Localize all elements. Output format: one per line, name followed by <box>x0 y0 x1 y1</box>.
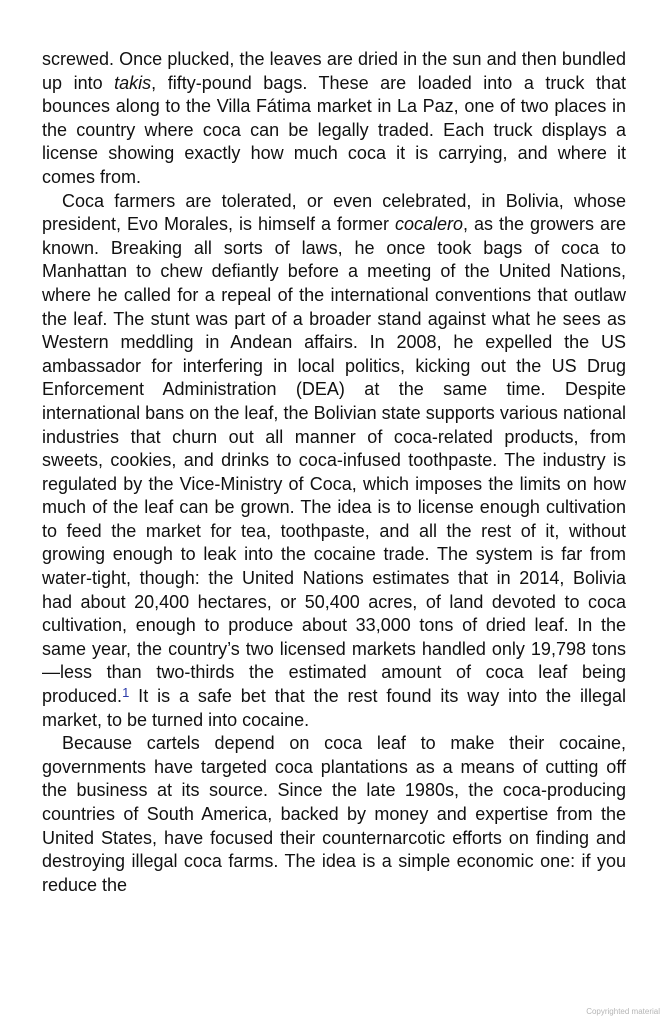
paragraph-2-text-b: , as the growers are known. Breaking all sorts of laws, he once took bags of coca to Manhattan to chew defiantly before a meeting of the United Nations, where he called for a repeal of the international conventions that outlaw the leaf. The stunt was part of a broader stand against what he sees as Western meddling in Andean affairs. In 2008, he expelled the US ambassador for interfering in local politics, kicking out the US Drug Enforcement Administration (DEA) at the same time. Despite international bans on the leaf, the Bolivian state supports various national industries that churn out all manner of coca-related products, from sweets, cookies, and drinks to coca-infused toothpaste. The industry is regulated by the Vice-Ministry of Coca, which imposes the limits on how much of the leaf can be grown. The idea is to license enough cultivation to feed the market for tea, toothpaste, and all the rest of it, without growing enough to leak into the cocaine trade. The system is far from water-tight, though: the United Nations estimates that in 2014, Bolivia had about 20,400 hectares, or 50,400 acres, of land devoted to coca cultivation, enough to produce about 33,000 tons of dried leaf. In the same year, the country’s two licensed markets handled only 19,798 tons—less than two-thirds the estimated amount of coca leaf being produced. <box>42 214 626 707</box>
book-page-text <box>42 48 626 897</box>
paragraph-3-text-a: Because cartels depend on coca leaf to make their cocaine, governments have targeted coca plantations as a means of cutting off the business at its source. Since the late 1980s, the coca-producing countries of South America, backed by money and expertise from the United States, have focused their counternarcotic efforts on finding and destroying illegal coca farms. The idea is a simple economic one: if you reduce the <box>42 733 626 895</box>
paragraph-3 <box>42 732 626 897</box>
italic-term-takis: takis <box>114 72 152 93</box>
footnote-link-1[interactable]: 1 <box>122 685 130 701</box>
copyright-watermark: Copyrighted material <box>586 1007 660 1016</box>
paragraph-1-text-b: , fifty-pound bags. These are loaded into a truck that bounces along to the Villa Fátima market in La Paz, one of two places in the country where coca can be legally traded. Each truck displays a license showing exactly how much coca it is carrying, and where it comes from. <box>42 72 626 187</box>
italic-term-cocalero: cocalero <box>394 214 464 235</box>
paragraph-1 <box>42 48 626 190</box>
paragraph-1-text-a: screwed. Once plucked, the leaves are dried in the sun and then bundled up into <box>42 49 626 93</box>
paragraph-2 <box>42 190 626 733</box>
paragraph-2-text-a: Coca farmers are tolerated, or even celebrated, in Bolivia, whose president, Evo Morales, is himself a former <box>42 190 626 235</box>
paragraph-2-text-c: It is a safe bet that the rest found its way into the illegal market, to be turned into cocaine. <box>42 686 626 730</box>
